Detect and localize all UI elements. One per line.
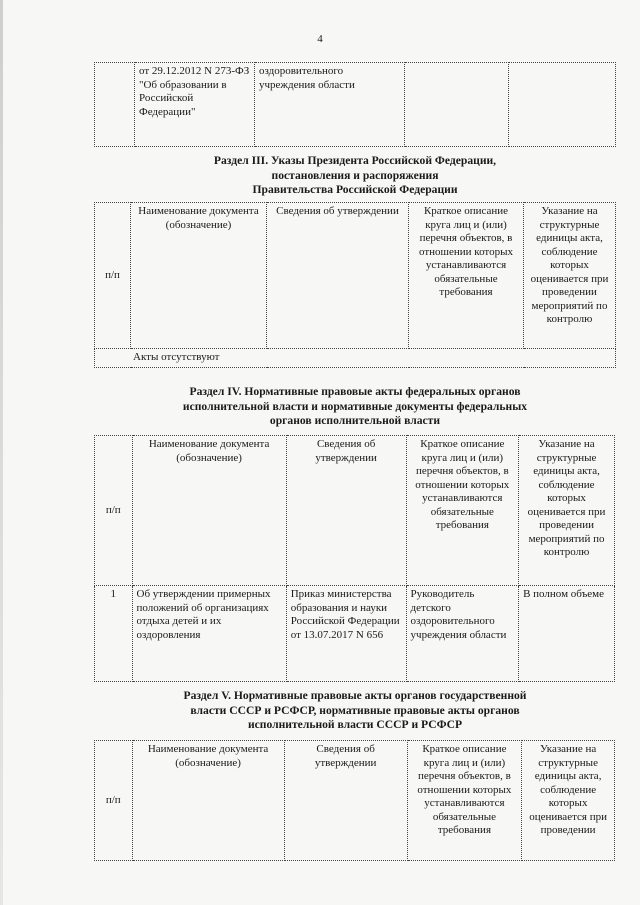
header-cell-num: п/п	[95, 741, 133, 861]
row-approval: Приказ министерства образования и науки Российской Федерации от 13.07.2017 N 656	[286, 586, 406, 682]
row-persons: Руководитель детского оздоровительного учреждения области	[406, 586, 519, 682]
table-cell	[95, 63, 135, 147]
heading-line: исполнительной власти СССР и РСФСР	[247, 718, 463, 731]
row-units: В полном объеме	[519, 586, 615, 682]
header-cell-approval: Сведения об утверждении	[286, 436, 406, 586]
table-cell: оздоровительного учреждения области	[255, 63, 405, 147]
section-4-heading	[96, 385, 614, 429]
row-name: Об утверждении примерных положений об организациях отдыха детей и их оздоровления	[132, 586, 286, 682]
section-4-table	[94, 435, 615, 682]
table-row	[95, 349, 616, 368]
heading-line: Раздел IV. Нормативные правовые акты федеральных органов	[189, 385, 521, 398]
header-cell-units: Указание на структурные единицы акта, соблюдение которых оценивается при проведении мероприятий по контролю	[519, 436, 615, 586]
page-number: 4	[317, 33, 323, 45]
continuation-table	[94, 62, 616, 147]
heading-line: Раздел V. Нормативные правовые акты органов государственной	[183, 689, 527, 702]
header-cell-approval: Сведения об утверждении	[284, 741, 407, 861]
header-cell-num: п/п	[95, 436, 133, 586]
header-cell-persons: Краткое описание круга лиц и (или) перечня объектов, в отношении которых устанавливаются обязательные требования	[407, 741, 522, 861]
header-cell-name: Наименование документа (обозначение)	[131, 203, 267, 349]
section-3-table	[94, 202, 616, 368]
table-row	[95, 586, 615, 682]
heading-line: постановления и распоряжения	[271, 168, 439, 182]
heading-line: исполнительной власти и нормативные документы федеральных	[182, 399, 528, 413]
heading-line: органов исполнительной власти	[269, 414, 441, 427]
section-5-table	[94, 740, 615, 861]
heading-line: Раздел III. Указы Президента Российской Федерации,	[213, 154, 497, 167]
header-cell-persons: Краткое описание круга лиц и (или) перечня объектов, в отношении которых устанавливаются обязательные требования	[406, 436, 519, 586]
row-num: 1	[95, 586, 133, 682]
table-cell	[405, 63, 509, 147]
section-3-heading	[96, 154, 614, 198]
table-header-row	[95, 436, 615, 586]
heading-line: власти СССР и РСФСР, нормативные правовые акты органов	[190, 703, 520, 717]
header-cell-units: Указание на структурные единицы акта, соблюдение которых оценивается при проведении	[522, 741, 615, 861]
header-cell-num: п/п	[95, 203, 131, 349]
no-acts-text: Акты отсутствуют	[95, 349, 616, 368]
table-header-row	[95, 741, 615, 861]
header-cell-name: Наименование документа (обозначение)	[132, 741, 284, 861]
table-header-row	[95, 203, 616, 349]
section-5-heading	[96, 689, 614, 733]
heading-line: Правительства Российской Федерации	[252, 183, 458, 196]
scan-edge	[0, 0, 3, 905]
table-cell	[509, 63, 616, 147]
header-cell-persons: Краткое описание круга лиц и (или) перечня объектов, в отношении которых устанавливаются обязательные требования	[409, 203, 524, 349]
header-cell-name: Наименование документа (обозначение)	[132, 436, 286, 586]
table-cell: от 29.12.2012 N 273-ФЗ "Об образовании в Российской Федерации"	[135, 63, 255, 147]
table-row	[95, 63, 616, 147]
header-cell-units: Указание на структурные единицы акта, соблюдение которых оценивается при проведении мероприятий по контролю	[524, 203, 616, 349]
header-cell-approval: Сведения об утверждении	[267, 203, 409, 349]
